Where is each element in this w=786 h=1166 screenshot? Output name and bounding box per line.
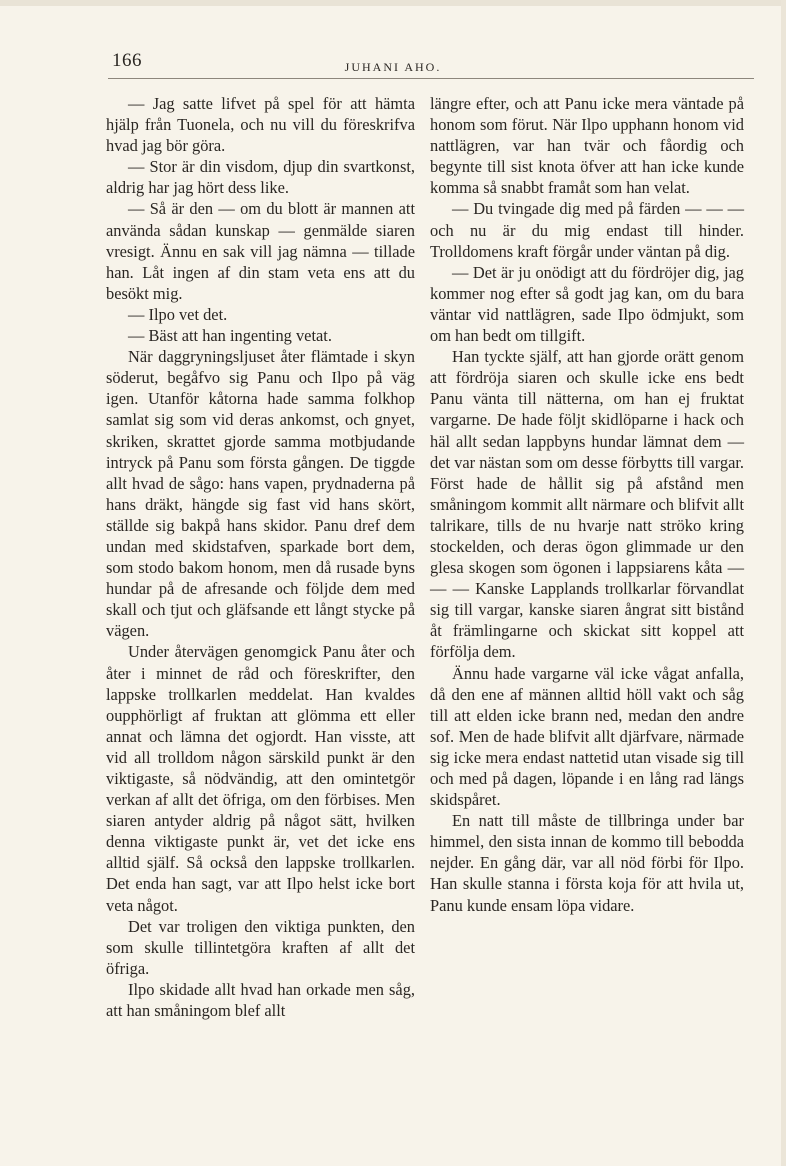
page-edge-top bbox=[0, 0, 786, 6]
paragraph: — Jag satte lifvet på spel för att hämta hjälp från Tuonela, och nu vill du föreskrifva hvad jag bör göra. bbox=[106, 94, 415, 156]
paragraph: — Bäst att han ingenting vetat. bbox=[128, 326, 332, 346]
paragraph: När daggryningsljuset åter flämtade i skyn söderut, begåfvo sig Panu och Ilpo på väg igen. Utanför kåtorna hade samma folkhop samlat sig som vid deras ankomst, och gnyet, skriken, skrattet gjorde samma motbjudande intryck på Panu som första gången. De tiggde allt hvad de sågo: hans vapen, prydnaderna på hans dräkt, hängde sig fast vid hans skört, ställde sig bakpå hans skidor. Panu dref dem undan med skidstafven, sparkade bort dem, som stodo bakom honom, men då rusade byns hundar på de afresande och följde dem med skall och tjut och gläfsande ett långt stycke på vägen. bbox=[106, 347, 415, 641]
paragraph: — Ilpo vet det. bbox=[128, 304, 228, 324]
header-rule bbox=[108, 78, 754, 79]
paragraph: Ännu hade vargarne väl icke vågat anfalla, då den ene af männen alltid höll vakt och såg till att elden icke brann ned, medan den andre sof. Men de hade blifvit allt djärfvare, närmade sig icke mera endast nattetid utan visade sig till och med på dagen, löpande i en lång rad längs skidspåret. bbox=[430, 663, 744, 810]
right-column bbox=[430, 93, 744, 916]
page-number: 166 bbox=[112, 50, 142, 71]
paragraph: — Du tvingade dig med på färden — — — och nu är du mig endast till hinder. Trolldomens kraft förgår under väntan på dig. bbox=[430, 199, 744, 261]
paragraph: — Stor är din visdom, djup din svartkonst, aldrig har jag hört dess like. bbox=[106, 157, 415, 198]
paragraph: — Så är den — om du blott är mannen att använda sådan kunskap — genmälde siaren vresigt. Ännu en sak vill jag nämna — tillade han. Låt ingen af din stam veta ens att du besökt mig. bbox=[106, 199, 415, 303]
running-head: JUHANI AHO. bbox=[344, 60, 442, 74]
paragraph: Under återvägen genomgick Panu åter och åter i minnet de råd och föreskrifter, den lappske trollkarlen meddelat. Han kvaldes oupphörligt af fruktan att glömma ett eller annat och lämna det ogjordt. Han visste, att vid all trolldom någon särskild punkt är den viktigaste, så nödvändig, att den omintetgör verkan af allt det öfriga, om den förbises. Men siaren antyder aldrig på något sätt, hvilken denna viktigaste punkt är, vet det icke ens alltid själf. Så också den lappske trollkarlen. Det enda han sagt, var att Ilpo helst icke bort veta något. bbox=[106, 642, 415, 915]
paragraph: Det var troligen den viktiga punkten, den som skulle tillintetgöra kraften af allt det öfriga. bbox=[106, 916, 415, 978]
paragraph: längre efter, och att Panu icke mera väntade på honom som förut. När Ilpo upphann honom vid nattlägren, var han tvär och fåordig och begynte till sist knota öfver att han icke kunde komma så snabbt framåt som han velat. bbox=[430, 94, 744, 198]
paragraph: — Det är ju onödigt att du fördröjer dig, jag kommer nog efter så godt jag kan, om du bara väntar vid nattlägren, sade Ilpo ödmjukt, som om han bedt om tillgift. bbox=[430, 262, 744, 346]
paragraph: Ilpo skidade allt hvad han orkade men såg, att han småningom blef allt bbox=[106, 979, 415, 1021]
page-edge-right bbox=[781, 0, 786, 1166]
paragraph: En natt till måste de tillbringa under bar himmel, den sista innan de kommo till bebodda nejder. En gång där, var all nöd förbi för Ilpo. Han skulle stanna i första koja för att hvila ut, Panu kunde ensam löpa vidare. bbox=[430, 811, 744, 915]
paragraph: Han tyckte själf, att han gjorde orätt genom att fördröja siaren och skulle icke ens bedt Panu vänta till nätterna, om han ej fruktat vargarne. De hade följt skidlöparne i hack och häl allt sedan lappbyns hundar lämnat dem — det var nästan som om desse förbytts till vargar. Först hade de hållit sig på afstånd men småningom kommit allt närmare och blifvit allt talrikare, tills de nu hvarje natt ströko kring stockelden, och deras ögon glimmade ur den glesa skogen som ögonen i lappsiarens kåta — — — Kanske Lapplands trollkarlar förvandlat sig till vargar, kanske siaren ångrat sitt bistånd åt främlingarne och skickat sitt koppel att förfölja dem. bbox=[430, 347, 744, 662]
left-column bbox=[106, 93, 415, 1021]
